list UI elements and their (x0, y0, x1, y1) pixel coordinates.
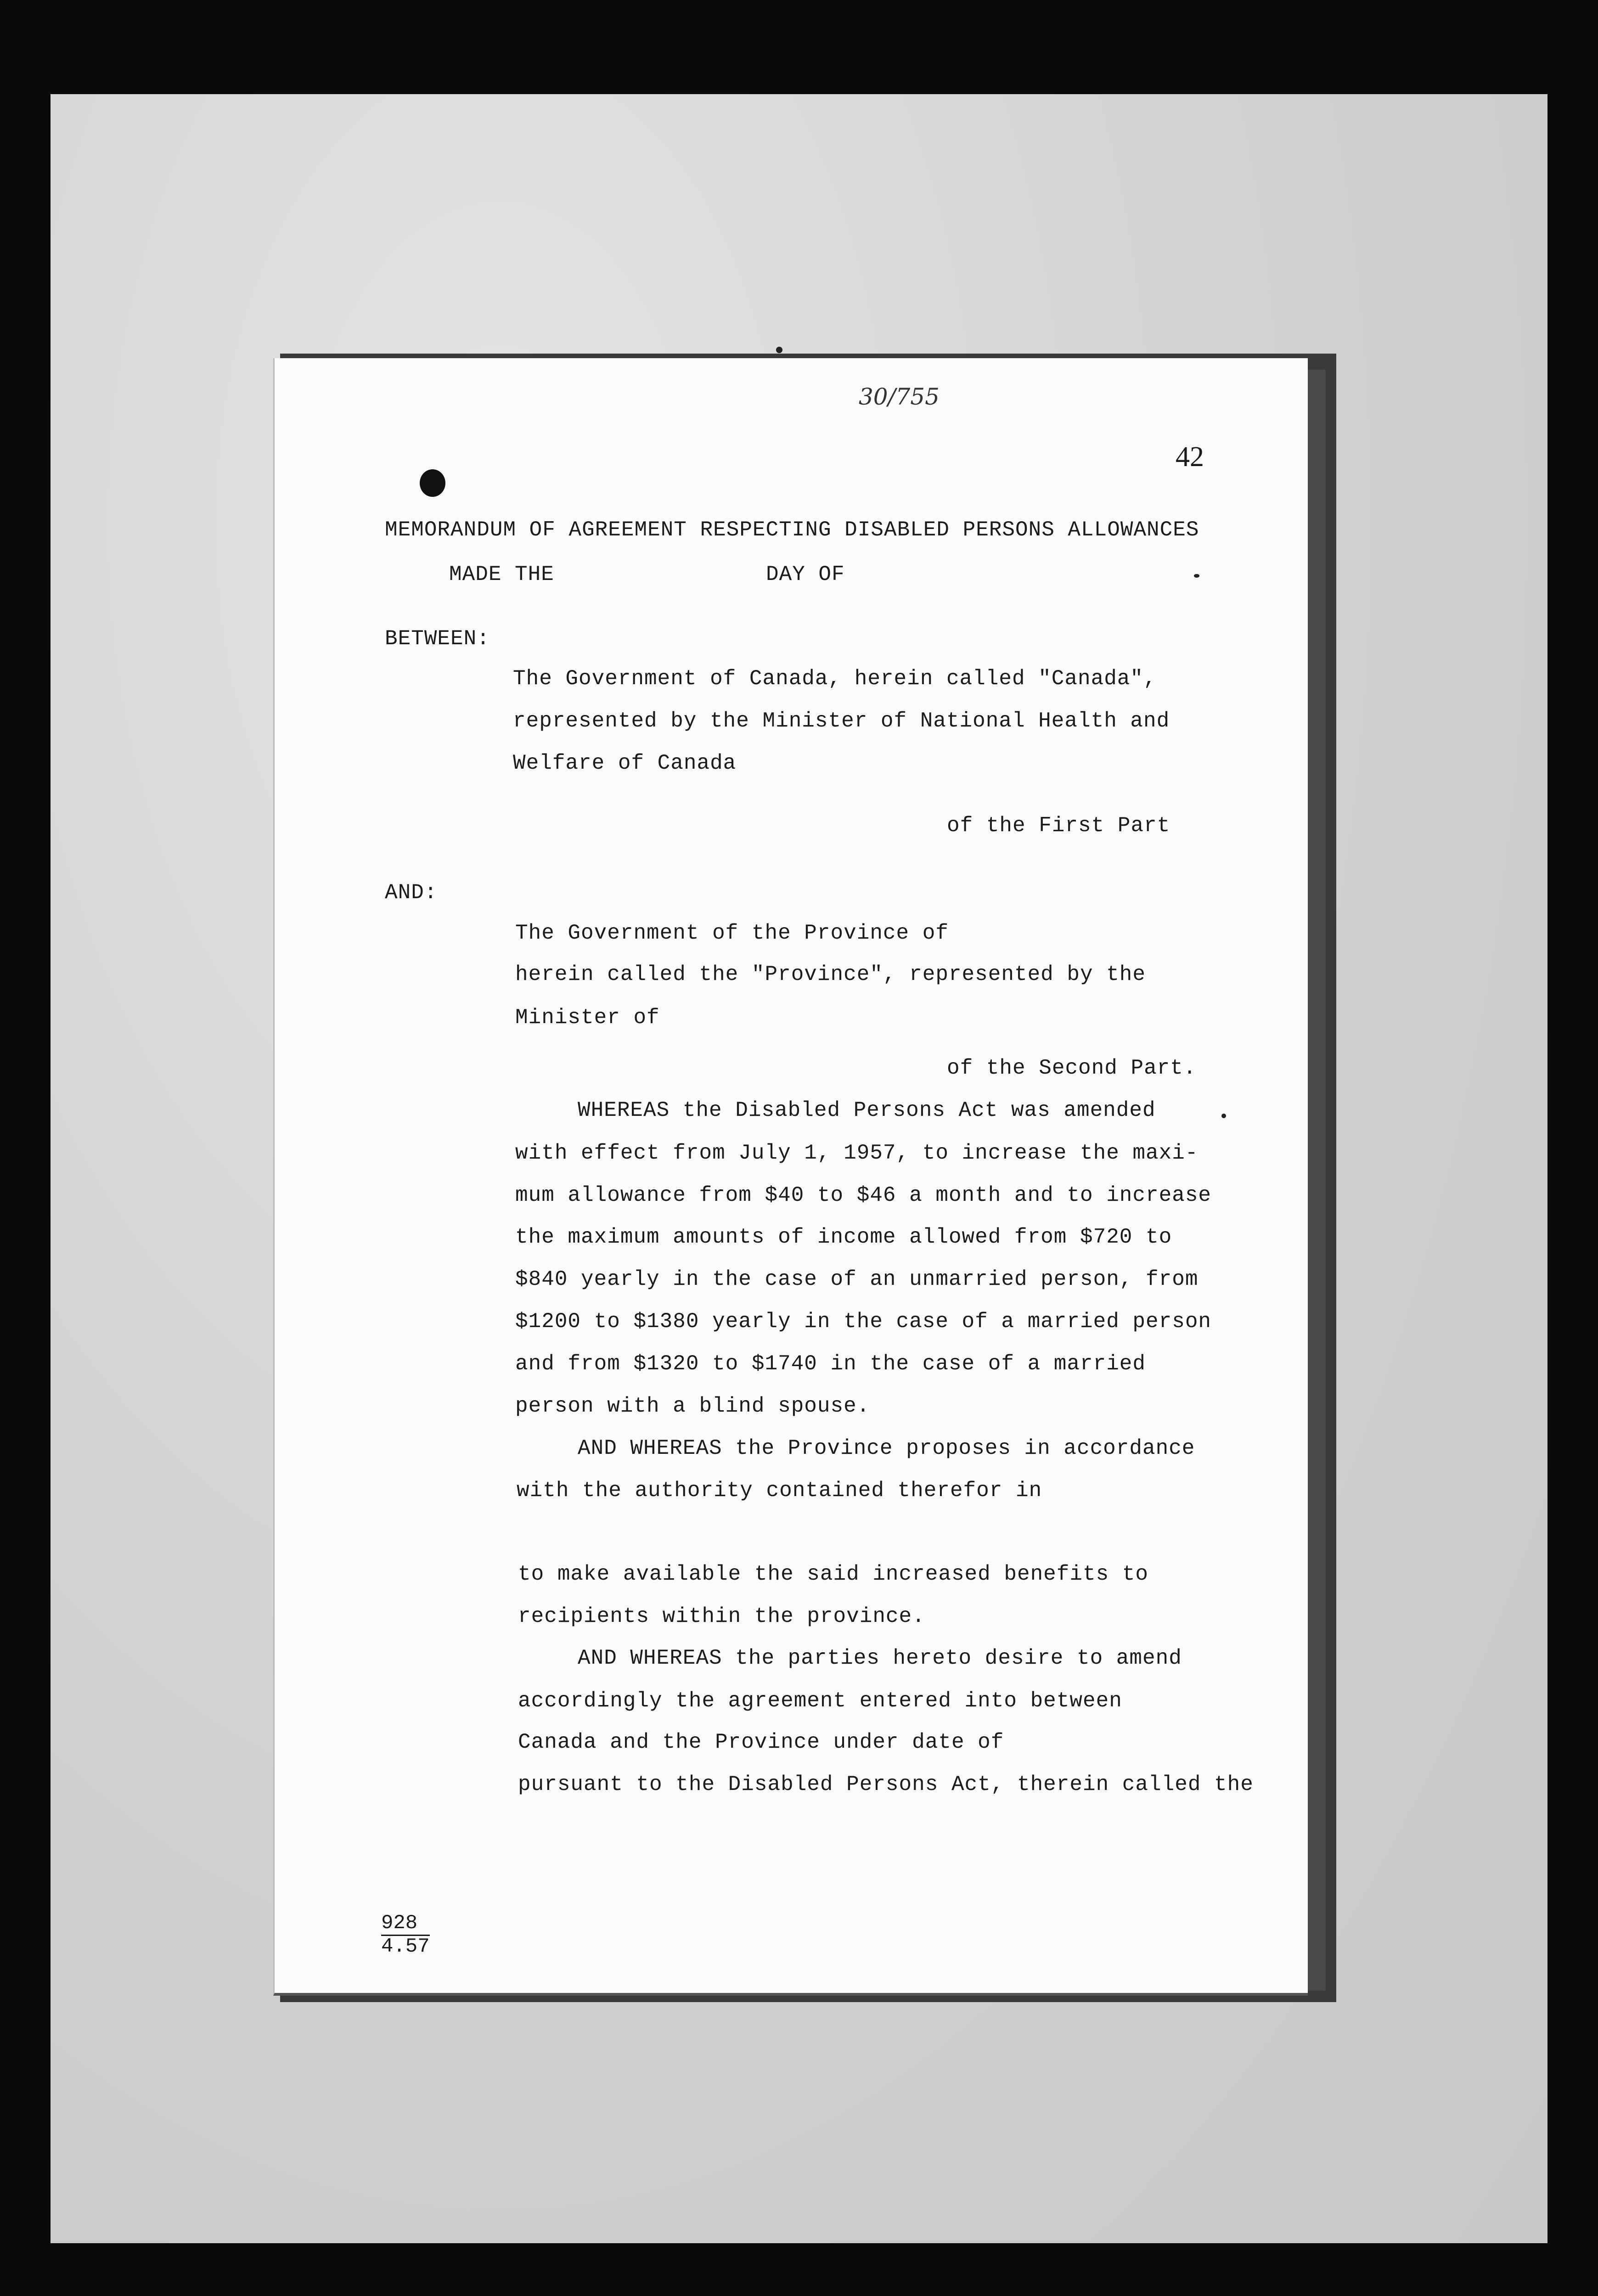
first-party-line: The Government of Canada, herein called "Canada", (513, 667, 1157, 691)
punch-hole (420, 469, 445, 497)
second-part-label: of the Second Part. (947, 1056, 1197, 1080)
scan-speck (776, 347, 782, 353)
first-party-line: Welfare of Canada (513, 751, 737, 775)
day-of-label: DAY OF (766, 563, 845, 586)
recital-line: mum allowance from $40 to $46 a month and to increase (515, 1183, 1212, 1207)
scan-speck (1221, 1114, 1226, 1118)
form-date: 4.57 (381, 1935, 430, 1958)
recital-line: recipients within the province. (518, 1604, 925, 1628)
recital-line: AND WHEREAS the parties hereto desire to amend (578, 1646, 1182, 1670)
first-part-label: of the First Part (947, 814, 1170, 838)
made-the-label: MADE THE (449, 563, 554, 586)
second-party-line: Minister of (515, 1006, 660, 1030)
recital-line: $1200 to $1380 yearly in the case of a married person (515, 1310, 1212, 1334)
recital-line: with the authority contained therefor in (517, 1479, 1042, 1503)
recital-line: accordingly the agreement entered into between (518, 1689, 1122, 1713)
recital-line: the maximum amounts of income allowed from $720 to (515, 1225, 1172, 1249)
and-label: AND: (385, 881, 438, 905)
document-title: MEMORANDUM OF AGREEMENT RESPECTING DISABLED PERSONS ALLOWANCES (385, 518, 1199, 542)
between-label: BETWEEN: (385, 627, 490, 651)
page-number: 42 (1176, 441, 1204, 473)
recital-line: with effect from July 1, 1957, to increase the maxi- (515, 1141, 1198, 1165)
scan-speck (1194, 574, 1199, 578)
form-code (381, 1913, 430, 1957)
first-party-line: represented by the Minister of National Health and (513, 709, 1170, 733)
recital-line: person with a blind spouse. (515, 1394, 870, 1418)
recital-line: pursuant to the Disabled Persons Act, therein called the (518, 1773, 1254, 1796)
handwritten-note: 30/755 (859, 383, 940, 410)
form-number: 928 (381, 1913, 430, 1936)
paper-right-edge (1306, 370, 1326, 1991)
second-party-line: The Government of the Province of (515, 921, 949, 945)
recital-line: to make available the said increased benefits to (518, 1562, 1149, 1586)
second-party-line: herein called the "Province", represented by the (515, 962, 1146, 986)
recital-line: AND WHEREAS the Province proposes in accordance (578, 1436, 1195, 1460)
recital-line: $840 yearly in the case of an unmarried person, from (515, 1267, 1198, 1291)
recital-line: and from $1320 to $1740 in the case of a married (515, 1352, 1146, 1376)
recital-line: WHEREAS the Disabled Persons Act was amended (578, 1098, 1156, 1122)
recital-line: Canada and the Province under date of (518, 1730, 1004, 1754)
